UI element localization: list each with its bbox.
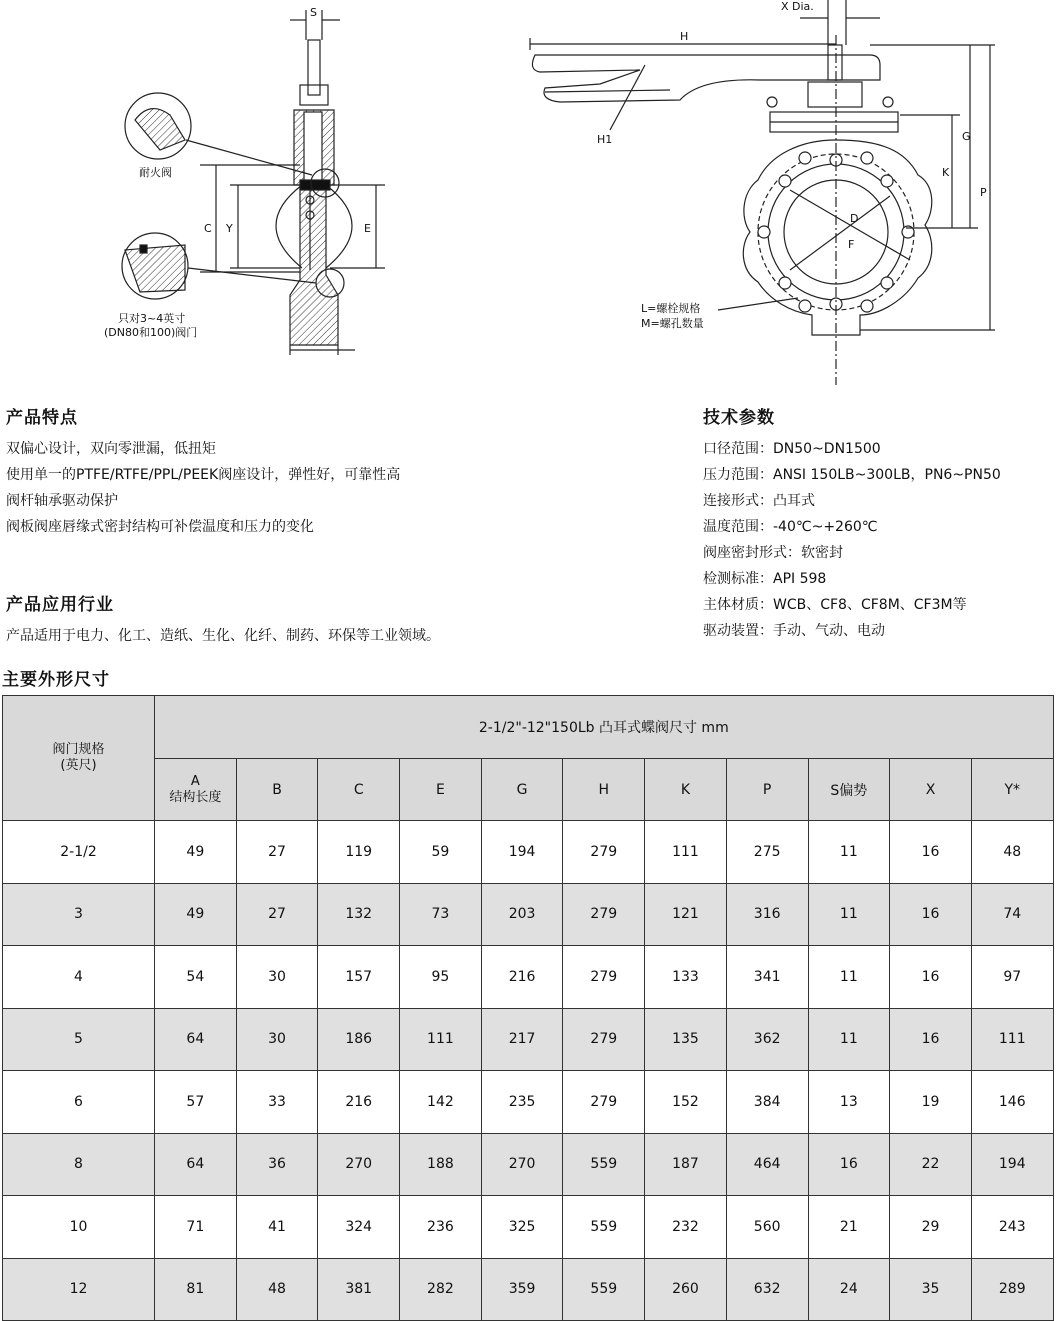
col-header: S偏势 bbox=[808, 759, 890, 821]
tech-line: 检测标准：API 598 bbox=[703, 571, 827, 587]
col-header: X bbox=[890, 759, 972, 821]
table-row bbox=[3, 1071, 1054, 1134]
table-cell: 36 bbox=[236, 1133, 318, 1196]
table-cell: 157 bbox=[318, 946, 400, 1009]
table-cell: 27 bbox=[236, 821, 318, 884]
row-size-cell: 4 bbox=[3, 946, 155, 1009]
table-cell: 324 bbox=[318, 1196, 400, 1259]
table-cell: 57 bbox=[155, 1071, 237, 1134]
callout-fireproof: 耐火阀 bbox=[139, 166, 172, 179]
table-cell: 186 bbox=[318, 1008, 400, 1071]
dimensions-title: 主要外形尺寸 bbox=[2, 670, 110, 690]
col-header: E bbox=[400, 759, 482, 821]
col-header: H bbox=[563, 759, 645, 821]
table-cell: 95 bbox=[400, 946, 482, 1009]
table-cell: 16 bbox=[890, 1008, 972, 1071]
label-h1: H1 bbox=[597, 133, 613, 146]
table-cell: 260 bbox=[645, 1258, 727, 1321]
table-cell: 11 bbox=[808, 1008, 890, 1071]
table-cell: 194 bbox=[971, 1133, 1053, 1196]
row-size-cell: 3 bbox=[3, 883, 155, 946]
label-p: P bbox=[980, 186, 987, 199]
bolt-spec-note: L=螺栓规格 bbox=[641, 302, 701, 315]
table-cell: 316 bbox=[726, 883, 808, 946]
table-cell: 16 bbox=[890, 821, 972, 884]
table-cell: 71 bbox=[155, 1196, 237, 1259]
table-cell: 464 bbox=[726, 1133, 808, 1196]
row-size-cell: 6 bbox=[3, 1071, 155, 1134]
tech-line: 连接形式：凸耳式 bbox=[703, 493, 815, 509]
label-s: S bbox=[310, 6, 317, 19]
table-cell: 279 bbox=[563, 1008, 645, 1071]
table-cell: 384 bbox=[726, 1071, 808, 1134]
table-cell: 48 bbox=[236, 1258, 318, 1321]
col-header: B bbox=[236, 759, 318, 821]
size-header-line1: 阀门规格 bbox=[52, 742, 105, 757]
label-h: H bbox=[680, 30, 689, 43]
table-cell: 135 bbox=[645, 1008, 727, 1071]
table-cell: 279 bbox=[563, 821, 645, 884]
table-cell: 35 bbox=[890, 1258, 972, 1321]
table-cell: 29 bbox=[890, 1196, 972, 1259]
table-cell: 632 bbox=[726, 1258, 808, 1321]
table-cell: 16 bbox=[808, 1133, 890, 1196]
tech-line: 口径范围：DN50~DN1500 bbox=[703, 441, 881, 457]
row-size-cell: 5 bbox=[3, 1008, 155, 1071]
col-header: K bbox=[645, 759, 727, 821]
table-cell: 217 bbox=[481, 1008, 563, 1071]
feature-line: 阀板阀座唇缘式密封结构可补偿温度和压力的变化 bbox=[6, 519, 314, 535]
row-size-cell: 12 bbox=[3, 1258, 155, 1321]
table-cell: 111 bbox=[645, 821, 727, 884]
table-cell: 559 bbox=[563, 1133, 645, 1196]
tech-params-section bbox=[703, 403, 1001, 644]
table-cell: 142 bbox=[400, 1071, 482, 1134]
table-cell: 16 bbox=[890, 946, 972, 1009]
table-row bbox=[3, 821, 1054, 884]
table-cell: 559 bbox=[563, 1196, 645, 1259]
feature-line: 使用单一的PTFE/RTFE/PPL/PEEK阀座设计，弹性好，可靠性高 bbox=[6, 467, 401, 483]
label-f: F bbox=[848, 238, 855, 251]
features-section bbox=[6, 403, 400, 540]
tech-line: 温度范围：-40℃~+260℃ bbox=[703, 519, 878, 535]
label-x-dia: X Dia. bbox=[781, 0, 814, 13]
hole-count-note: M=螺孔数量 bbox=[641, 317, 704, 330]
label-e: E bbox=[364, 222, 371, 235]
table-cell: 119 bbox=[318, 821, 400, 884]
table-cell: 41 bbox=[236, 1196, 318, 1259]
table-cell: 21 bbox=[808, 1196, 890, 1259]
label-y: Y bbox=[226, 222, 233, 235]
table-cell: 30 bbox=[236, 946, 318, 1009]
table-cell: 282 bbox=[400, 1258, 482, 1321]
table-cell: 194 bbox=[481, 821, 563, 884]
table-cell: 216 bbox=[318, 1071, 400, 1134]
table-cell: 279 bbox=[563, 1071, 645, 1134]
col-header-a bbox=[155, 759, 237, 821]
col-header: P bbox=[726, 759, 808, 821]
table-row bbox=[3, 883, 1054, 946]
applications-title: 产品应用行业 bbox=[6, 595, 114, 615]
table-cell: 187 bbox=[645, 1133, 727, 1196]
table-cell: 24 bbox=[808, 1258, 890, 1321]
table-cell: 152 bbox=[645, 1071, 727, 1134]
table-cell: 270 bbox=[481, 1133, 563, 1196]
table-cell: 132 bbox=[318, 883, 400, 946]
col-a-line1: A bbox=[190, 773, 200, 789]
size-header-line2: (英尺) bbox=[60, 758, 97, 773]
label-g: G bbox=[962, 130, 971, 143]
label-k: K bbox=[942, 166, 950, 179]
feature-line: 双偏心设计，双向零泄漏，低扭矩 bbox=[6, 441, 216, 457]
table-cell: 359 bbox=[481, 1258, 563, 1321]
col-header: G bbox=[481, 759, 563, 821]
dimensions-table bbox=[2, 695, 1054, 1321]
table-row bbox=[3, 946, 1054, 1009]
table-cell: 48 bbox=[971, 821, 1053, 884]
tech-line: 驱动装置：手动、气动、电动 bbox=[703, 623, 885, 639]
row-size-cell: 2-1/2 bbox=[3, 821, 155, 884]
table-cell: 11 bbox=[808, 883, 890, 946]
table-cell: 232 bbox=[645, 1196, 727, 1259]
applications-text: 产品适用于电力、化工、造纸、生化、化纤、制药、环保等工业领域。 bbox=[6, 628, 440, 644]
table-row bbox=[3, 1133, 1054, 1196]
table-cell: 381 bbox=[318, 1258, 400, 1321]
col-header: C bbox=[318, 759, 400, 821]
table-cell: 121 bbox=[645, 883, 727, 946]
table-cell: 97 bbox=[971, 946, 1053, 1009]
tech-line: 压力范围：ANSI 150LB~300LB，PN6~PN50 bbox=[703, 467, 1001, 483]
label-c: C bbox=[204, 222, 212, 235]
label-d: D bbox=[850, 212, 859, 225]
applications-section bbox=[6, 590, 440, 649]
tech-line: 阀座密封形式：软密封 bbox=[703, 545, 843, 561]
table-cell: 362 bbox=[726, 1008, 808, 1071]
tech-line: 主体材质：WCB、CF8、CF8M、CF3M等 bbox=[703, 597, 967, 613]
technical-drawing bbox=[0, 0, 1056, 390]
table-cell: 49 bbox=[155, 883, 237, 946]
table-cell: 11 bbox=[808, 946, 890, 1009]
front-view bbox=[530, 0, 995, 385]
col-header: Y* bbox=[971, 759, 1053, 821]
table-cell: 74 bbox=[971, 883, 1053, 946]
table-cell: 270 bbox=[318, 1133, 400, 1196]
table-cell: 236 bbox=[400, 1196, 482, 1259]
table-cell: 30 bbox=[236, 1008, 318, 1071]
table-cell: 73 bbox=[400, 883, 482, 946]
table-cell: 64 bbox=[155, 1008, 237, 1071]
span-header: 2-1/2"-12"150Lb 凸耳式蝶阀尺寸 mm bbox=[155, 696, 1054, 759]
table-cell: 111 bbox=[400, 1008, 482, 1071]
table-cell: 27 bbox=[236, 883, 318, 946]
table-cell: 325 bbox=[481, 1196, 563, 1259]
table-cell: 279 bbox=[563, 946, 645, 1009]
table-cell: 16 bbox=[890, 883, 972, 946]
table-cell: 81 bbox=[155, 1258, 237, 1321]
table-cell: 279 bbox=[563, 883, 645, 946]
table-cell: 341 bbox=[726, 946, 808, 1009]
table-cell: 216 bbox=[481, 946, 563, 1009]
table-cell: 11 bbox=[808, 821, 890, 884]
callout-size-note-line2: (DN80和100)阀门 bbox=[104, 326, 198, 339]
table-row bbox=[3, 1196, 1054, 1259]
col-a-line2: 结构长度 bbox=[169, 789, 222, 805]
table-cell: 560 bbox=[726, 1196, 808, 1259]
table-cell: 559 bbox=[563, 1258, 645, 1321]
table-cell: 13 bbox=[808, 1071, 890, 1134]
table-cell: 64 bbox=[155, 1133, 237, 1196]
table-cell: 146 bbox=[971, 1071, 1053, 1134]
table-cell: 133 bbox=[645, 946, 727, 1009]
table-cell: 33 bbox=[236, 1071, 318, 1134]
table-cell: 111 bbox=[971, 1008, 1053, 1071]
table-cell: 235 bbox=[481, 1071, 563, 1134]
table-cell: 275 bbox=[726, 821, 808, 884]
table-cell: 59 bbox=[400, 821, 482, 884]
side-section-view bbox=[122, 10, 385, 355]
table-cell: 243 bbox=[971, 1196, 1053, 1259]
table-cell: 203 bbox=[481, 883, 563, 946]
table-cell: 22 bbox=[890, 1133, 972, 1196]
table-cell: 54 bbox=[155, 946, 237, 1009]
table-cell: 49 bbox=[155, 821, 237, 884]
callout-size-note-line1: 只对3~4英寸 bbox=[118, 312, 186, 325]
table-cell: 19 bbox=[890, 1071, 972, 1134]
table-row bbox=[3, 1258, 1054, 1321]
table-cell: 289 bbox=[971, 1258, 1053, 1321]
feature-line: 阀杆轴承驱动保护 bbox=[6, 493, 118, 509]
table-cell: 188 bbox=[400, 1133, 482, 1196]
tech-title: 技术参数 bbox=[703, 408, 775, 428]
row-size-cell: 10 bbox=[3, 1196, 155, 1259]
row-size-cell: 8 bbox=[3, 1133, 155, 1196]
features-title: 产品特点 bbox=[6, 408, 78, 428]
size-header bbox=[3, 696, 155, 821]
table-row bbox=[3, 1008, 1054, 1071]
